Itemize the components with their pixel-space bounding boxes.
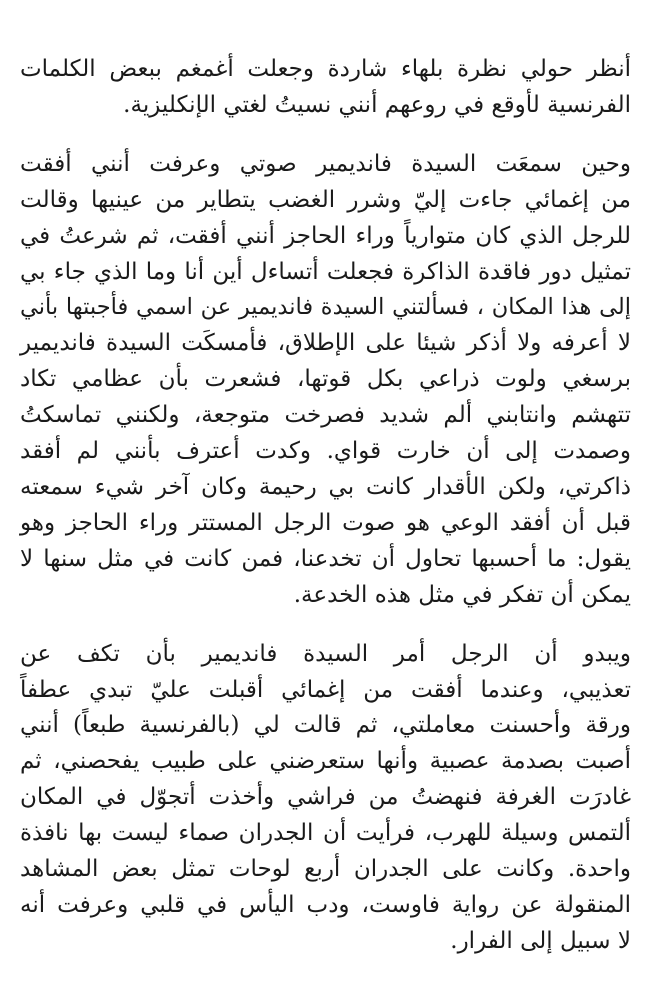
text-line: ذاكرتي، ولكن الأقدار كانت بي رحيمة وكان آخر شيء سمعته — [20, 473, 631, 500]
paragraph-3 — [20, 637, 631, 960]
text-line: وحين سمعَت السيدة فانديمير صوتي وعرفت أنني أفقت — [20, 150, 631, 177]
text-line: أنظر حولي نظرة بلهاء شاردة وجعلت أغمغم ببعض الكلمات — [20, 56, 631, 82]
text-line: تمثيل دور فاقدة الذاكرة فجعلت أتساءل أين أنا وما الذي جاء بي — [20, 258, 631, 285]
text-line: لا أعرفه ولا أذكر شيئا على الإطلاق، فأمسكَت السيدة فانديمير — [20, 330, 631, 357]
text-line: من إغمائي جاءت إليّ وشرر الغضب يتطاير من عينيها وقالت — [20, 186, 631, 213]
text-line: ورقة وأحسنت معاملتي، ثم قالت لي (بالفرنسية طبعاً) أنني — [20, 712, 631, 739]
text-line: ألتمس وسيلة للهرب، فرأيت أن الجدران صماء ليست بها نافذة — [20, 820, 631, 847]
text-line: الفرنسية لأوقع في روعهم أنني نسيتُ لغتي الإنكليزية. — [123, 91, 631, 118]
text-line: أصبت بصدمة عصبية وأنها ستعرضني على طبيب يفحصني، ثم — [20, 748, 631, 775]
text-line: ويبدو أن الرجل أمر السيدة فانديمير بأن تكف عن — [20, 640, 631, 667]
paragraph-spacer — [20, 124, 631, 147]
text-line: قبل أن أفقد الوعي هو صوت الرجل المستتر وراء الحاجز وهو — [20, 509, 631, 536]
text-line: وصمدت إلى أن خارت قواي. وكدت أعترف بأنني لم أفقد — [20, 438, 631, 465]
text-line: غادرَت الغرفة فنهضتُ من فراشي وأخذت أتجوّل في المكان — [20, 784, 631, 811]
text-line: برسغي ولوت ذراعي بكل قوتها، فشعرت بأن عظامي تكاد — [20, 366, 631, 393]
text-line: واحدة. وكانت على الجدران أربع لوحات تمثل بعض المشاهد — [20, 856, 631, 883]
text-line: المنقولة عن رواية فاوست، ودب اليأس في قلبي وعرفت أنه — [20, 891, 631, 918]
paragraph-2 — [20, 147, 631, 614]
text-line: تتهشم وانتابني ألم شديد فصرخت متوجعة، ولكنني تماسكتُ — [20, 402, 631, 429]
text-line: للرجل الذي كان متوارياً وراء الحاجز أنني أفقت، ثم شرعتُ في — [20, 222, 631, 249]
text-line: يقول: ما أحسبها تحاول أن تخدعنا، فمن كانت في مثل سنها لا — [20, 545, 631, 572]
paragraph-1 — [20, 52, 631, 124]
text-line: يمكن أن تفكر في مثل هذه الخدعة. — [293, 581, 631, 608]
text-line: إلى هذا المكان ، فسألتني السيدة فانديمير عن اسمي فأجبتها بأني — [20, 294, 631, 321]
paragraph-spacer — [20, 614, 631, 637]
document-page — [20, 52, 631, 960]
text-line: تعذيبي، وعندما أفقت من إغمائي أقبلت عليّ تبدي عطفاً — [20, 676, 631, 703]
text-line: لا سبيل إلى الفرار. — [450, 927, 631, 954]
